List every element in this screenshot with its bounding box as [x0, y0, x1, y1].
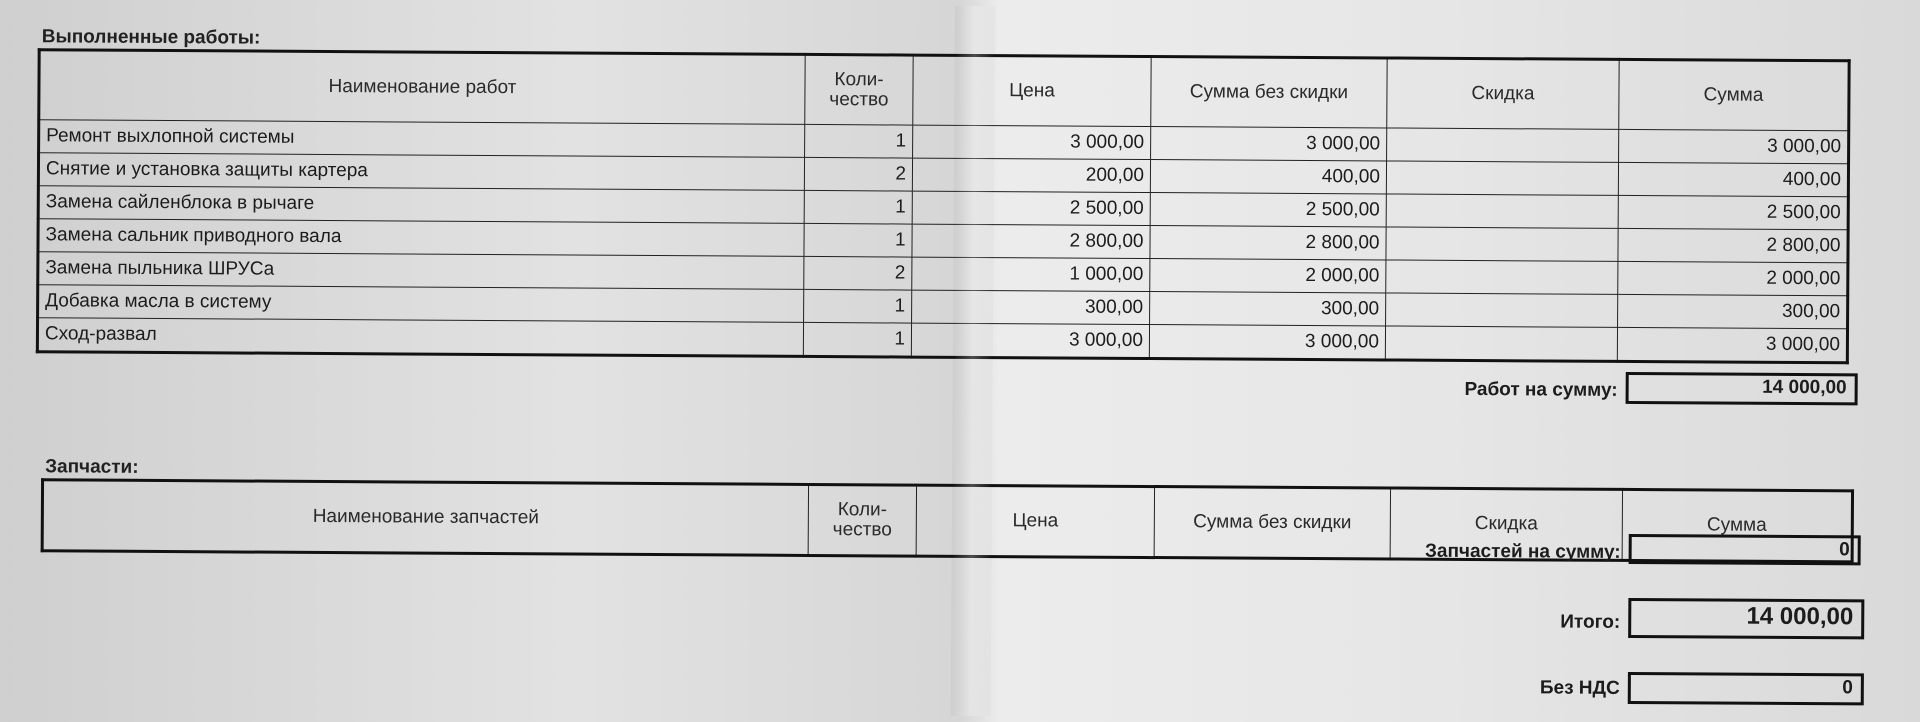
parts-section-title: Запчасти:: [45, 456, 139, 478]
work-sum: 400,00: [1618, 162, 1848, 196]
work-sum: 2 800,00: [1618, 228, 1848, 262]
work-sum: 300,00: [1618, 294, 1848, 328]
work-name: Снятие и установка защиты картера: [38, 153, 804, 191]
work-discount: [1386, 161, 1618, 195]
work-name: Замена пыльника ШРУСа: [38, 252, 804, 290]
parts-col-name: Наименование запчастей: [42, 480, 808, 556]
parts-total-value: 0: [1629, 534, 1861, 565]
work-sum: 3 000,00: [1619, 129, 1849, 163]
grand-total-label: Итого:: [1560, 611, 1621, 633]
work-qty: 1: [804, 190, 912, 224]
work-price: 2 500,00: [912, 191, 1150, 225]
work-discount: [1386, 260, 1618, 294]
work-sum-no-discount: 2 500,00: [1150, 193, 1386, 227]
works-col-name: Наименование работ: [39, 50, 805, 125]
works-total-value: 14 000,00: [1626, 372, 1858, 405]
work-name: Ремонт выхлопной системы: [39, 120, 805, 158]
works-table: [36, 48, 1851, 364]
parts-total-label: Запчастей на сумму:: [1424, 540, 1621, 563]
work-name: Замена сальник приводного вала: [38, 219, 804, 257]
works-total-label: Работ на сумму:: [1464, 378, 1618, 401]
work-qty: 1: [805, 124, 913, 158]
work-price: 200,00: [912, 158, 1150, 192]
works-col-discount: Скидка: [1387, 58, 1619, 129]
works-col-sum: Сумма: [1619, 59, 1849, 130]
work-qty: 1: [804, 289, 912, 323]
work-sum-no-discount: 400,00: [1150, 160, 1386, 194]
work-price: 300,00: [912, 290, 1150, 324]
work-sum: 3 000,00: [1617, 327, 1847, 362]
works-col-qty: Коли- чество: [805, 54, 913, 125]
work-sum-no-discount: 300,00: [1150, 292, 1386, 326]
parts-col-sum-no-discount: Сумма без скидки: [1154, 487, 1390, 559]
work-sum-no-discount: 3 000,00: [1149, 325, 1385, 360]
work-qty: 1: [803, 322, 911, 357]
work-discount: [1387, 128, 1619, 162]
work-sum-no-discount: 3 000,00: [1151, 127, 1387, 161]
parts-col-price: Цена: [916, 485, 1154, 557]
work-qty: 1: [804, 223, 912, 257]
work-sum: 2 000,00: [1618, 261, 1848, 295]
work-discount: [1386, 293, 1618, 327]
work-price: 3 000,00: [913, 125, 1151, 159]
work-discount: [1386, 194, 1618, 228]
work-price: 1 000,00: [912, 257, 1150, 291]
work-qty: 2: [804, 157, 912, 191]
work-discount: [1385, 326, 1617, 361]
parts-col-discount: Скидка: [1390, 488, 1622, 560]
work-sum: 2 500,00: [1618, 195, 1848, 229]
work-discount: [1386, 227, 1618, 261]
grand-total-value: 14 000,00: [1628, 598, 1864, 639]
vat-value: 0: [1628, 672, 1864, 705]
works-col-sum-no-discount: Сумма без скидки: [1151, 57, 1387, 128]
work-sum-no-discount: 2 000,00: [1150, 259, 1386, 293]
work-name: Сход-развал: [37, 318, 803, 357]
parts-col-qty: Коли- чество: [808, 484, 916, 556]
work-name: Замена сайленблока в рычаге: [38, 186, 804, 224]
works-header-row: [39, 50, 1849, 131]
work-sum-no-discount: 2 800,00: [1150, 226, 1386, 260]
work-qty: 2: [804, 256, 912, 290]
work-price: 3 000,00: [911, 323, 1149, 358]
parts-col-sum: Сумма: [1622, 489, 1852, 561]
vat-label: Без НДС: [1539, 677, 1620, 699]
works-section-title: Выполненные работы:: [41, 26, 261, 49]
work-name: Добавка масла в систему: [38, 285, 804, 323]
works-col-price: Цена: [913, 55, 1151, 126]
work-price: 2 800,00: [912, 224, 1150, 258]
